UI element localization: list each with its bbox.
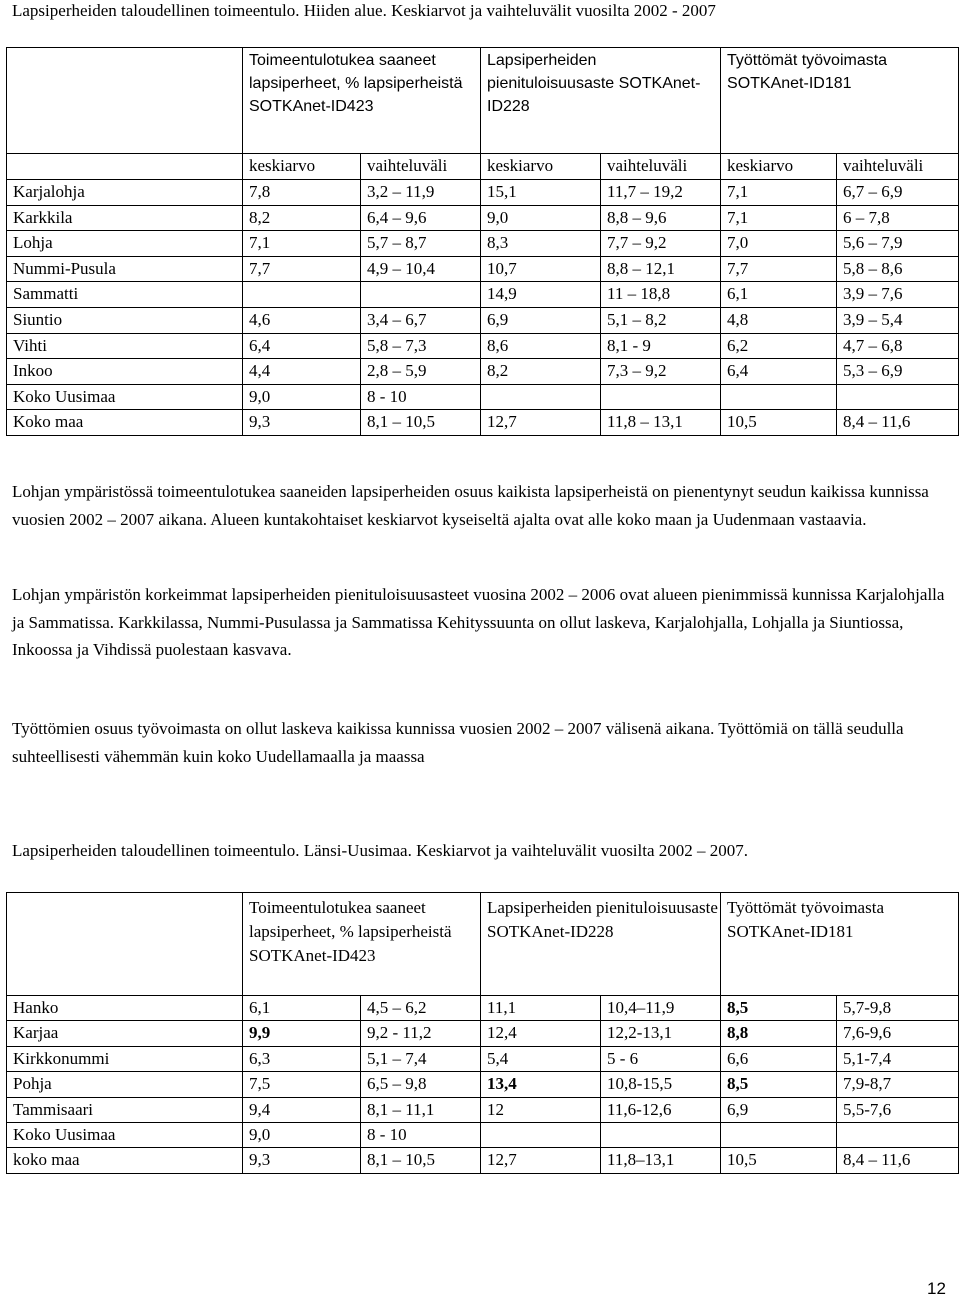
data-cell: 8 - 10 [361,384,481,410]
corner-cell [7,48,243,154]
table2-body [7,996,959,1174]
data-cell [721,384,837,410]
data-cell: 10,5 [721,1148,837,1173]
data-cell: 12 [481,1097,601,1122]
row-label-cell: Vihti [7,333,243,359]
subheader-empty [7,154,243,180]
data-cell: 5,1 – 7,4 [361,1046,481,1071]
data-cell: 8,1 – 10,5 [361,1148,481,1173]
data-cell: 8,2 [481,359,601,385]
data-cell: 7,7 [721,256,837,282]
lansi-uusimaa-table [6,892,959,1174]
data-cell: 5,8 – 7,3 [361,333,481,359]
data-cell: 7,0 [721,231,837,257]
data-cell [601,384,721,410]
row-label-cell: Karjalohja [7,180,243,206]
table-row [7,996,959,1021]
data-cell: 14,9 [481,282,601,308]
data-cell: 10,8-15,5 [601,1072,721,1097]
data-cell: 6,9 [721,1097,837,1122]
row-label-cell: Siuntio [7,307,243,333]
data-cell: 5,8 – 8,6 [837,256,959,282]
row-label-cell: Koko Uusimaa [7,384,243,410]
row-label-cell: Koko maa [7,410,243,436]
table-row [7,282,959,308]
data-cell: 6,9 [481,307,601,333]
table1-body [7,180,959,436]
data-cell: 4,4 [243,359,361,385]
table-row [7,1021,959,1046]
table-row [7,1072,959,1097]
data-cell: 12,7 [481,410,601,436]
subheader-cell: vaihteluväli [601,154,721,180]
paragraph-toimeentulotuki: Lohjan ympäristössä toimeentulotukea saaneiden lapsiperheiden osuus kaikista lapsiperheistä on pienentynyt seudun kaikissa kunnissa vuosien 2002 – 2007 aikana. Alueen kuntakohtaiset keskiarvot kyseiseltä ajalta ovat alle koko maan ja Uudenmaan vastaavia. [12,482,929,529]
row-label-cell: Nummi-Pusula [7,256,243,282]
table-row [7,1148,959,1173]
data-cell: 9,9 [243,1021,361,1046]
table-row [7,410,959,436]
data-cell: 4,5 – 6,2 [361,996,481,1021]
data-cell: 8,1 – 11,1 [361,1097,481,1122]
data-cell: 7,5 [243,1072,361,1097]
page-number: 12 [927,1279,946,1298]
data-cell: 6,1 [243,996,361,1021]
row-label-cell: koko maa [7,1148,243,1173]
table-row [7,384,959,410]
data-cell: 12,2-13,1 [601,1021,721,1046]
data-cell: 5,5-7,6 [837,1097,959,1122]
data-cell: 8,8 – 9,6 [601,205,721,231]
data-cell: 5 - 6 [601,1046,721,1071]
data-cell [361,282,481,308]
data-cell: 10,5 [721,410,837,436]
paragraph-pienituloisuus: Lohjan ympäristön korkeimmat lapsiperheiden pienituloisuusasteet vuosina 2002 – 2006 ovat alueen pienimmissä kunnissa Karjalohjalla ja Sammatissa. Karkkilassa, Nummi-Pusulassa ja Sammatissa Kehityssuunta on ollut laskeva, Karjalohjalla, Lohjalla ja Siuntiossa, Inkoossa ja Vihdissä puolestaan kasvava. [12,585,945,659]
table-row [7,256,959,282]
row-label-cell: Tammisaari [7,1097,243,1122]
row-label-cell: Sammatti [7,282,243,308]
data-cell: 5,3 – 6,9 [837,359,959,385]
data-cell: 11,7 – 19,2 [601,180,721,206]
data-cell [481,384,601,410]
col-header-tyottomat: Työttömät työvoimasta SOTKAnet-ID181 [721,48,959,154]
data-cell: 8,4 – 11,6 [837,410,959,436]
data-cell: 3,2 – 11,9 [361,180,481,206]
table-row [7,205,959,231]
data-cell: 7,1 [721,180,837,206]
data-cell [601,1122,721,1147]
data-cell: 2,8 – 5,9 [361,359,481,385]
data-cell: 5,1 – 8,2 [601,307,721,333]
data-cell: 7,1 [721,205,837,231]
data-cell: 7,1 [243,231,361,257]
data-cell: 5,6 – 7,9 [837,231,959,257]
data-cell: 9,2 - 11,2 [361,1021,481,1046]
subheader-cell: vaihteluväli [837,154,959,180]
data-cell: 12,7 [481,1148,601,1173]
data-cell: 8,4 – 11,6 [837,1148,959,1173]
data-cell: 8 - 10 [361,1122,481,1147]
data-cell: 4,8 [721,307,837,333]
table-row [7,1097,959,1122]
subheader-cell: keskiarvo [721,154,837,180]
data-cell: 11 – 18,8 [601,282,721,308]
data-cell: 6,5 – 9,8 [361,1072,481,1097]
data-cell: 6,3 [243,1046,361,1071]
table1-title: Lapsiperheiden taloudellinen toimeentulo. Hiiden alue. Keskiarvot ja vaihteluvälit vuosilta 2002 - 2007 [12,1,716,20]
row-label-cell: Hanko [7,996,243,1021]
paragraph-tyottomyys: Työttömien osuus työvoimasta on ollut laskeva kaikissa kunnissa vuosien 2002 – 2007 välisenä aikana. Työttömiä on tällä seudulla suhteellisesti vähemmän kuin koko Uudellamaalla ja maassa [12,719,904,766]
data-cell: 11,8 – 13,1 [601,410,721,436]
data-cell: 6 – 7,8 [837,205,959,231]
data-cell: 6,4 – 9,6 [361,205,481,231]
data-cell: 10,4–11,9 [601,996,721,1021]
data-cell: 7,3 – 9,2 [601,359,721,385]
row-label-cell: Karjaa [7,1021,243,1046]
data-cell: 8,5 [721,996,837,1021]
data-cell: 6,1 [721,282,837,308]
data-cell: 7,7 [243,256,361,282]
col-header-pienituloisuus: Lapsiperheiden pienituloisuusaste SOTKAnet-ID228 [481,893,721,996]
data-cell: 7,8 [243,180,361,206]
subheader-cell: vaihteluväli [361,154,481,180]
table-row [7,180,959,206]
row-label-cell: Karkkila [7,205,243,231]
data-cell [481,1122,601,1147]
data-cell: 7,7 – 9,2 [601,231,721,257]
table-row [7,333,959,359]
data-cell: 3,4 – 6,7 [361,307,481,333]
row-label-cell: Lohja [7,231,243,257]
data-cell: 5,4 [481,1046,601,1071]
row-label-cell: Pohja [7,1072,243,1097]
data-cell: 8,3 [481,231,601,257]
data-cell: 3,9 – 5,4 [837,307,959,333]
col-header-toimeentulotuki: Toimeentulotukea saaneet lapsiperheet, % lapsiperheistä SOTKAnet-ID423 [243,893,481,996]
data-cell: 11,1 [481,996,601,1021]
col-header-pienituloisuus: Lapsiperheiden pienituloisuusaste SOTKAnet-ID228 [481,48,721,154]
data-cell: 15,1 [481,180,601,206]
subheader-row [7,154,959,180]
data-cell: 7,9-8,7 [837,1072,959,1097]
table-row [7,359,959,385]
table-row [7,307,959,333]
data-cell: 8,8 – 12,1 [601,256,721,282]
data-cell: 4,7 – 6,8 [837,333,959,359]
data-cell: 9,0 [243,384,361,410]
data-cell: 8,1 - 9 [601,333,721,359]
data-cell: 6,2 [721,333,837,359]
data-cell: 7,6-9,6 [837,1021,959,1046]
data-cell: 5,7 – 8,7 [361,231,481,257]
data-cell: 12,4 [481,1021,601,1046]
data-cell: 9,3 [243,410,361,436]
data-cell: 5,1-7,4 [837,1046,959,1071]
subheader-cell: keskiarvo [481,154,601,180]
data-cell: 6,4 [721,359,837,385]
data-cell: 6,6 [721,1046,837,1071]
data-cell [243,282,361,308]
data-cell: 8,6 [481,333,601,359]
data-cell: 9,4 [243,1097,361,1122]
table-row [7,1122,959,1147]
data-cell: 4,6 [243,307,361,333]
table2-title: Lapsiperheiden taloudellinen toimeentulo. Länsi-Uusimaa. Keskiarvot ja vaihteluvälit vuosilta 2002 – 2007. [12,841,749,860]
data-cell: 3,9 – 7,6 [837,282,959,308]
row-label-cell: Inkoo [7,359,243,385]
data-cell [721,1122,837,1147]
data-cell: 13,4 [481,1072,601,1097]
data-cell: 8,2 [243,205,361,231]
data-cell: 4,9 – 10,4 [361,256,481,282]
data-cell [837,1122,959,1147]
data-cell: 6,4 [243,333,361,359]
table-row [7,1046,959,1071]
data-cell: 6,7 – 6,9 [837,180,959,206]
data-cell: 5,7-9,8 [837,996,959,1021]
data-cell: 10,7 [481,256,601,282]
table-row [7,231,959,257]
corner-cell [7,893,243,996]
row-label-cell: Koko Uusimaa [7,1122,243,1147]
data-cell: 11,6-12,6 [601,1097,721,1122]
col-header-tyottomat: Työttömät työvoimasta SOTKAnet-ID181 [721,893,959,996]
data-cell: 11,8–13,1 [601,1148,721,1173]
subheader-cell: keskiarvo [243,154,361,180]
data-cell: 8,5 [721,1072,837,1097]
hiiden-alue-table [6,47,959,436]
data-cell: 8,1 – 10,5 [361,410,481,436]
data-cell: 9,0 [243,1122,361,1147]
col-header-toimeentulotuki: Toimeentulotukea saaneet lapsiperheet, % lapsiperheistä SOTKAnet-ID423 [243,48,481,154]
data-cell: 9,3 [243,1148,361,1173]
row-label-cell: Kirkkonummi [7,1046,243,1071]
data-cell [837,384,959,410]
data-cell: 9,0 [481,205,601,231]
data-cell: 8,8 [721,1021,837,1046]
